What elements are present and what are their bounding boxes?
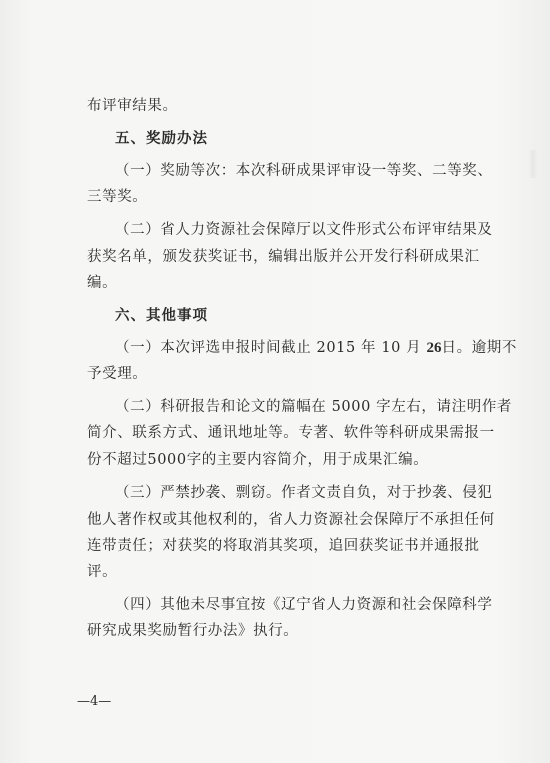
section-heading-other-matters: 六、其他事项 (115, 307, 208, 324)
deadline-text-post: 日。逾期不 (441, 340, 517, 356)
paragraph-line-deadline (115, 338, 517, 358)
section-heading-rewards: 五、奖励办法 (115, 130, 208, 147)
paragraph-line: （三）严禁抄袭、剽窃。作者文责自负，对于抄袭、侵犯 (115, 485, 493, 501)
deadline-text-pre: （一）本次评选申报时间截止 2015 年 10 月 (115, 340, 427, 356)
scan-artifact (528, 150, 538, 178)
paragraph-line: 予受理。 (87, 366, 148, 382)
paragraph-line: 简介、联系方式、通讯地址等。专著、软件等科研成果需报一 (87, 425, 495, 441)
paragraph-line: 连带责任；对获奖的将取消其奖项，追回获奖证书并通报批 (87, 538, 480, 554)
page-number: —4— (77, 694, 112, 709)
paragraph-line-continuation: 布评审结果。 (87, 98, 178, 114)
deadline-day: 26 (426, 340, 442, 356)
paragraph-line: 评。 (87, 564, 118, 580)
paragraph-line: 份不超过5000字的主要内容简介，用于成果汇编。 (87, 452, 429, 468)
paragraph-line: 研究成果奖励暂行办法》执行。 (87, 623, 299, 639)
paragraph-line: （四）其他未尽事宜按《辽宁省人力资源和社会保障科学 (115, 597, 493, 613)
paragraph-line: 他人著作权或其他权利的，省人力资源社会保障厅不承担任何 (87, 512, 495, 528)
paragraph-line: （二）科研报告和论文的篇幅在 5000 字左右，请注明作者 (115, 399, 513, 415)
paragraph-line: （二）省人力资源社会保障厅以文件形式公布评审结果及 (115, 222, 493, 238)
paragraph-line: （一）奖励等次：本次科研成果评审设一等奖、二等奖、 (115, 163, 493, 179)
paragraph-line: 编。 (87, 275, 118, 291)
paragraph-line: 获奖名单，颁发获奖证书，编辑出版并公开发行科研成果汇 (87, 249, 480, 265)
paragraph-line: 三等奖。 (87, 189, 148, 205)
